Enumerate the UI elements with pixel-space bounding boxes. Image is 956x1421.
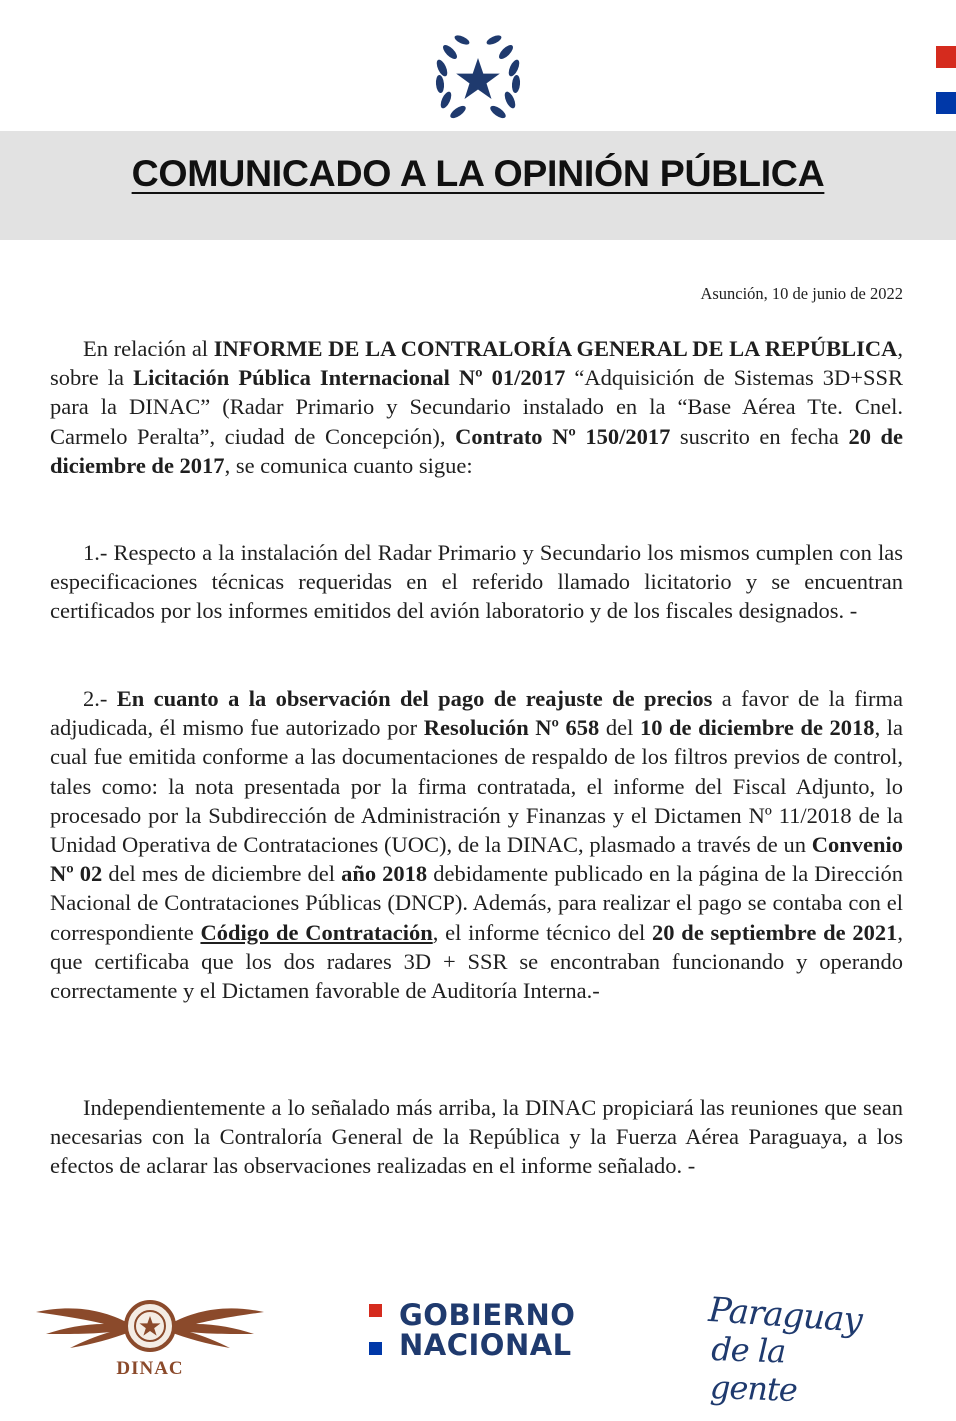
point-2-text: del mes de diciembre del — [102, 861, 342, 887]
point-2-bold: Resolución Nº 658 — [423, 715, 600, 741]
point-2-bold: En cuanto a la observación del pago de reajuste de precios — [116, 686, 713, 711]
intro-paragraph — [50, 334, 903, 480]
intro-bold: Licitación Pública Internacional Nº 01/2017 — [133, 365, 566, 391]
red-square-icon — [369, 1304, 382, 1317]
intro-text: “Adquisición de Sistemas 3D+SSR para la DINAC” (Radar Primario y Secundario instalado en la “Base Aérea Tte. Cnel. Carmelo Peralta”, ciudad de Concepción), — [50, 365, 903, 449]
intro-bold: INFORME DE LA CONTRALORÍA GENERAL DE LA REPÚBLICA — [213, 336, 898, 361]
paraguay-de-la-gente-logo — [706, 1290, 876, 1409]
flag-blue-strip — [936, 92, 956, 114]
point-2-bold: año 2018 — [341, 861, 428, 887]
point-2-bold-underlined: Código de Contratación — [200, 919, 433, 945]
closing-paragraph: Independientemente a lo señalado más arriba, la DINAC propiciará las reuniones que sean necesarias con la Contraloría General de la República y la Fuerza Aérea Paraguaya, a los efectos de aclarar las observaciones realizadas en el informe señalado. - — [50, 1095, 903, 1179]
de-la-gente-label: de la gente — [709, 1330, 798, 1409]
gobierno-label: GOBIERNO — [399, 1298, 576, 1332]
point-2-text: 2.- — [83, 686, 117, 711]
intro-text: suscrito en fecha — [670, 423, 849, 449]
paraguay-label: Paraguay — [707, 1290, 863, 1341]
point-2-text: a favor de la firma adjudicada, él mismo fue autorizado por — [50, 686, 903, 741]
blue-square-icon — [369, 1342, 382, 1355]
point-1-paragraph: 1.- Respecto a la instalación del Radar Primario y Secundario los mismos cumplen con las especificaciones técnicas requeridas en el referido llamado licitatorio y se encuentran certificados por los informes emitidos del avión laboratorio y de los fiscales designados. - — [50, 540, 903, 624]
document-date: Asunción, 10 de junio de 2022 — [700, 284, 903, 303]
point-2-text: del — [599, 715, 640, 741]
intro-text: , se comunica cuanto sigue: — [224, 452, 473, 478]
dinac-label: DINAC — [116, 1358, 184, 1379]
intro-bold: Contrato Nº 150/2017 — [455, 423, 671, 449]
gobierno-nacional-logo — [366, 1300, 586, 1360]
intro-text: , sobre la — [50, 336, 904, 391]
point-2-bold: 10 de diciembre de 2018 — [639, 715, 875, 741]
intro-bold: 20 de diciembre de 2017 — [50, 423, 903, 478]
star-laurel-emblem-icon — [428, 28, 528, 124]
intro-text: En relación al — [83, 336, 214, 361]
page-title: COMUNICADO A LA OPINIÓN PÚBLICA — [131, 152, 825, 194]
dinac-logo — [34, 1290, 266, 1382]
point-2-text: , que certificaba que los dos radares 3D + SSR se encontraban funcionando y operando correctamente y el Dictamen favorable de Auditoría Interna.- — [50, 919, 904, 1004]
point-2-text: , el informe técnico del — [432, 919, 653, 945]
point-2-bold: 20 de septiembre de 2021 — [652, 919, 898, 945]
nacional-label: NACIONAL — [399, 1328, 572, 1362]
point-2-bold: Convenio Nº 02 — [50, 832, 903, 887]
point-2-text: , la cual fue emitida conforme a las documentaciones de respaldo de los filtros previos de control, tales como: la nota presentada por la firma contratada, el informe del Fiscal Adjunto, lo procesado por la Subdirección de Administración y Finanzas y el Dictamen Nº 11/2018 de la Unidad Operativa de Contrataciones (UOC), de la DINAC, plasmado a través de un — [50, 715, 904, 858]
winged-star-emblem-icon — [34, 1290, 266, 1360]
point-2-paragraph — [50, 684, 903, 1005]
point-2-text: debidamente publicado en la página de la Dirección Nacional de Contrataciones Públicas (DNCP). Además, para realizar el pago se contaba con el correspondiente — [50, 861, 903, 945]
flag-red-strip — [936, 46, 956, 68]
